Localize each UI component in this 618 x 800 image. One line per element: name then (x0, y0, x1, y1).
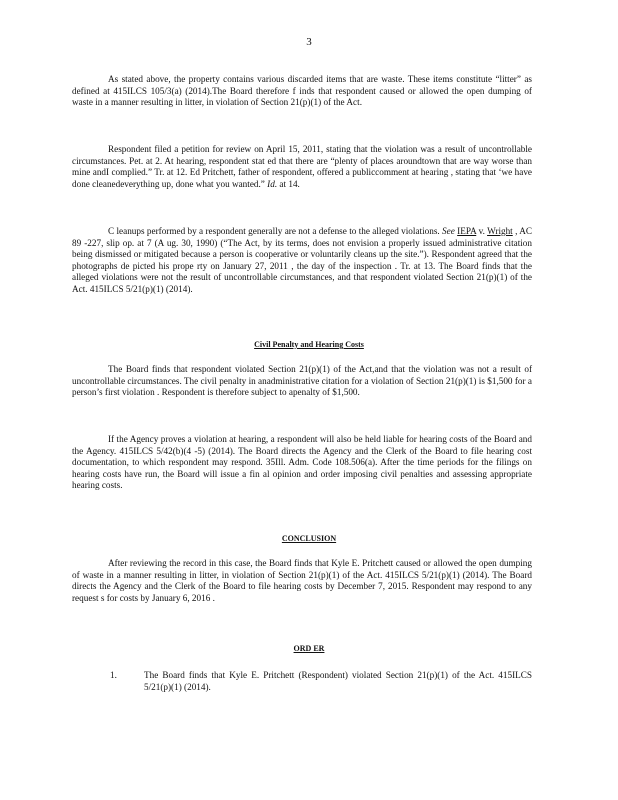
order-item-text: The Board finds that Kyle E. Pritchett (Respondent) violated Section 21(p)(1) of the Act. 415ILCS 5/21(p)(1) (2014). (144, 670, 532, 692)
paragraph-hearing-costs: If the Agency proves a violation at hearing, a respondent will also be held liable for hearing costs of the Board and the Agency. 415ILCS 5/42(b)(4 -5) (2014). The Board directs the Agency and the Clerk of the Board to file hearing cost documentation, to which respondent may respond. 35Ill. Adm. Code 108.506(a). After the time periods for the filings on hearing costs have run, the Board will issue a fin al opinion and order imposing civil penalties and assessing appropriate hearing costs. (72, 434, 532, 491)
paragraph-cleanups-body: , AC 89 -227, slip op. at 7 (A ug. 30, 1990) (“The Act, by its terms, does not envision a properly issued administrative citation being dismissed or mitigated because a person is cooperative or voluntarily cleans up the site.”). Respondent agreed that the photographs de picted his prope rty on January 27, 2011 , the day of the inspection . Tr. at 13. The Board finds that the alleged violations were not the result of uncontrollable circumstances, and that respondent violated Section 21(p)(1) of the Act. 415ILCS 5/21(p)(1) (2014). (72, 226, 532, 294)
order-item-number: 1. (110, 670, 117, 680)
paragraph-petition-text: Respondent filed a petition for review on April 15, 2011, stating that the violation was a result of uncontrollable circumstances. Pet. at 2. At hearing, respondent stat ed that there are “plenty of places aroundtown that are way worse than mine andI complied.” Tr. at 12. Ed Pritchett, father of respondent, offered a publiccomment at hearing , stating that ‘we have done cleanedeverything up, done what you wanted.” (72, 144, 532, 189)
paragraph-cleanups-intro: C leanups performed by a respondent generally are not a defense to the alleged violations. (108, 226, 440, 236)
heading-conclusion: CONCLUSION (281, 534, 337, 543)
case-name-iepa: IEPA (457, 226, 477, 236)
citation-page: at 14. (277, 178, 300, 189)
citation-see: See (442, 226, 455, 236)
paragraph-litter: As stated above, the property contains various discarded items that are waste. These items constitute “litter” as defined at 415ILCS 105/3(a) (2014).The Board therefore f inds that respondent caused or allowed the open dumping of waste in a manner resulting in litter, in violation of Section 21(p)(1) of the Act. (72, 74, 532, 108)
heading-order: ORD ER (293, 644, 325, 653)
paragraph-civil-penalty: The Board finds that respondent violated Section 21(p)(1) of the Act,and that the violation was not a result of uncontrollable circumstances. The civil penalty in anadministrative citation for a violation of Section 21(p)(1) is $1,500 for a person’s first violation . Respondent is therefore subject to apenalty of $1,500. (72, 364, 532, 398)
heading-civil-penalty: Civil Penalty and Hearing Costs (254, 340, 364, 349)
paragraph-cleanups (72, 226, 532, 296)
case-name-wright: Wright (487, 226, 513, 236)
citation-id: Id. (267, 178, 278, 189)
paragraph-conclusion: After reviewing the record in this case, the Board finds that Kyle E. Pritchett caused or allowed the open dumping of waste in a manner resulting in litter, in violation of Section 21(p)(1) of the Act. 415ILCS 5/21(p)(1) (2014). The Board directs the Agency and the Clerk of the Board to file hearing costs by December 7, 2015. Respondent may respond to any request s for costs by January 6, 2016 . (72, 558, 532, 603)
page-number: 3 (306, 36, 312, 48)
case-versus: v. (476, 226, 488, 236)
paragraph-petition (72, 144, 532, 190)
